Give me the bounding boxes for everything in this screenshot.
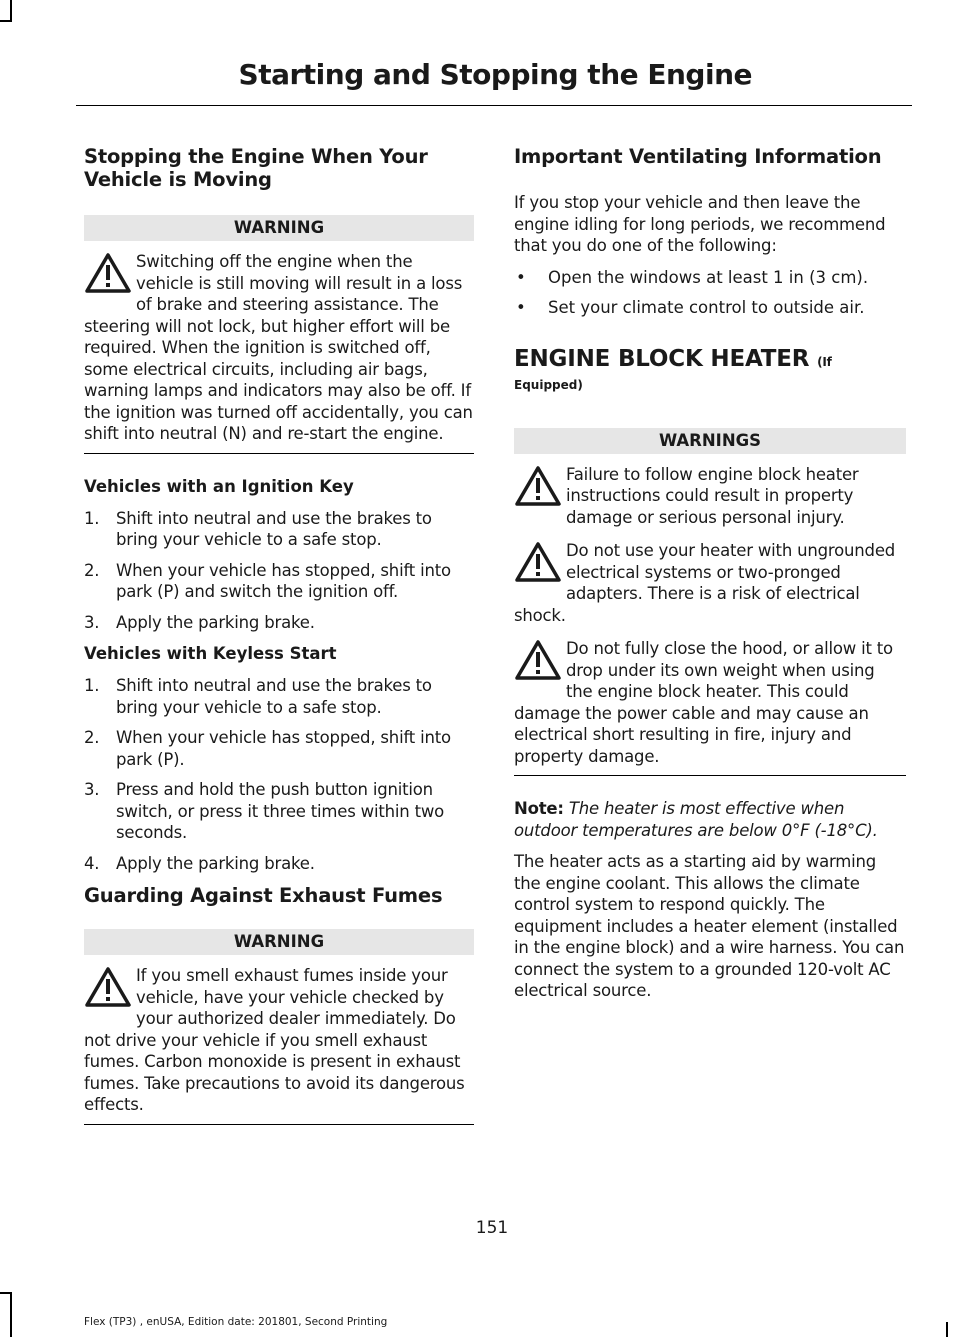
warning-block bbox=[84, 965, 474, 1125]
page-footer: Flex (TP3) , enUSA, Edition date: 201801, Second Printing bbox=[84, 1316, 388, 1328]
warning-text: Switching off the engine when the vehicle is still moving will result in a loss of brake and steering assistance. The steering will not lock, but higher effort will be required. When the ignition is switched off, some electrical circuits, including air bags, warning lamps and indicators may also be off. If the ignition was turned off accidentally, you can shift into neutral (N) and re-start the engine. bbox=[84, 252, 473, 443]
list-item bbox=[514, 297, 906, 319]
list-item bbox=[84, 612, 474, 634]
warning-text: Do not use your heater with ungrounded electrical systems or two-pronged adapters. There is a risk of electrical shock. bbox=[514, 541, 896, 625]
warning-header: WARNING bbox=[84, 215, 474, 241]
warnings-header: WARNINGS bbox=[514, 428, 906, 454]
warning-triangle-icon bbox=[514, 464, 562, 508]
bullet-mark: • bbox=[516, 298, 526, 317]
warning-header: WARNING bbox=[84, 929, 474, 955]
list-item bbox=[84, 560, 474, 603]
warning-triangle-icon bbox=[514, 638, 562, 682]
step-text: When your vehicle has stopped, shift into park (P) and switch the ignition off. bbox=[116, 560, 451, 601]
section-title-exhaust: Guarding Against Exhaust Fumes bbox=[84, 884, 443, 907]
list-item bbox=[84, 508, 474, 551]
note-label: Note: bbox=[514, 799, 564, 818]
crop-mark bbox=[0, 1292, 12, 1294]
warning-block bbox=[514, 638, 906, 776]
step-text: When your vehicle has stopped, shift into park (P). bbox=[116, 728, 451, 769]
bullet-mark: • bbox=[516, 267, 526, 287]
block-heater-title: ENGINE BLOCK HEATER bbox=[514, 345, 810, 372]
step-number: 2. bbox=[84, 560, 100, 580]
step-text: Apply the parking brake. bbox=[116, 612, 315, 632]
crop-mark bbox=[10, 0, 12, 22]
crop-mark bbox=[0, 20, 12, 22]
step-text: Shift into neutral and use the brakes to bring your vehicle to a safe stop. bbox=[116, 676, 432, 717]
block-heater-title-suffix: (If bbox=[817, 354, 832, 369]
step-text: Apply the parking brake. bbox=[116, 853, 315, 873]
subsection-title-keyless: Vehicles with Keyless Start bbox=[84, 644, 337, 663]
list-item bbox=[84, 853, 474, 875]
bullet-text: Set your climate control to outside air. bbox=[548, 298, 865, 317]
warning-triangle-icon bbox=[84, 965, 132, 1009]
right-column bbox=[514, 145, 906, 1012]
section-title-block-heater bbox=[514, 345, 906, 376]
header-rule bbox=[76, 105, 912, 106]
left-column bbox=[84, 145, 474, 1147]
page-header-title: Starting and Stopping the Engine bbox=[238, 58, 752, 91]
warning-triangle-icon bbox=[514, 540, 562, 584]
step-text: Shift into neutral and use the brakes to bring your vehicle to a safe stop. bbox=[116, 508, 432, 549]
warning-triangle-icon bbox=[84, 251, 132, 295]
warning-text: If you smell exhaust fumes inside your vehicle, have your vehicle checked by your authorized dealer immediately. Do not drive your vehicle if you smell exhaust fumes. Carbon monoxide is present in exhaust fumes. Take precautions to avoid its dangerous effects. bbox=[84, 966, 465, 1114]
warning-text: Failure to follow engine block heater instructions could result in property damage or serious personal injury. bbox=[566, 464, 859, 527]
step-number: 4. bbox=[84, 853, 100, 873]
crop-mark bbox=[10, 1292, 12, 1337]
subsection-title-ignition-key: Vehicles with an Ignition Key bbox=[84, 476, 354, 496]
step-number: 1. bbox=[84, 508, 100, 528]
step-number: 1. bbox=[84, 676, 100, 695]
keyless-steps bbox=[84, 675, 474, 874]
block-heater-equipped: Equipped) bbox=[514, 377, 583, 392]
step-number: 3. bbox=[84, 780, 100, 799]
crop-mark bbox=[946, 1322, 948, 1337]
section-title-ventilating: Important Ventilating Information bbox=[514, 145, 882, 168]
list-item bbox=[84, 675, 474, 718]
warning-block bbox=[514, 540, 906, 626]
step-text: Press and hold the push button ignition switch, or press it three times within two seconds. bbox=[116, 780, 445, 842]
ventilating-bullets bbox=[514, 267, 906, 319]
bullet-text: Open the windows at least 1 in (3 cm). bbox=[548, 267, 869, 287]
list-item bbox=[84, 727, 474, 770]
section-title-stopping-moving: Stopping the Engine When Your Vehicle is Moving bbox=[84, 145, 428, 191]
page-number: 151 bbox=[475, 1218, 509, 1238]
warning-block bbox=[84, 251, 474, 454]
list-item bbox=[514, 267, 906, 289]
ignition-key-steps bbox=[84, 508, 474, 634]
ventilating-intro: If you stop your vehicle and then leave the engine idling for long periods, we recommend that you do one of the following: bbox=[514, 193, 886, 255]
warning-text: Do not fully close the hood, or allow it to drop under its own weight when using the engine block heater. This could damage the power cable and may cause an electrical short resulting in fire, injury and property damage. bbox=[514, 639, 893, 766]
list-item bbox=[84, 779, 474, 844]
step-number: 2. bbox=[84, 728, 100, 747]
heater-note bbox=[514, 798, 906, 841]
heater-body: The heater acts as a starting aid by warming the engine coolant. This allows the climate control system to respond quickly. The equipment includes a heater element (installed in the engine block) and a wire harness. You can connect the system to a grounded 120-volt AC electrical source. bbox=[514, 852, 905, 1000]
warning-block bbox=[514, 464, 906, 529]
note-text: The heater is most effective when outdoor temperatures are below 0°F (-18°C). bbox=[514, 799, 878, 840]
step-number: 3. bbox=[84, 612, 100, 632]
